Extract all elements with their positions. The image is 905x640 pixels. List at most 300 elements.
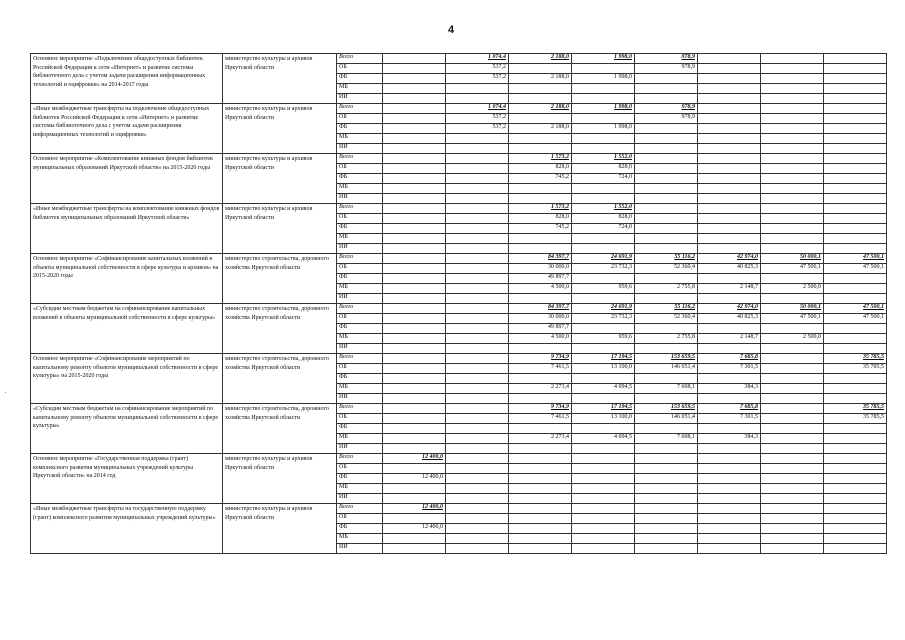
amount-cell <box>383 164 446 174</box>
amount-cell <box>383 364 446 374</box>
amount-cell <box>383 374 446 384</box>
amount-cell: 7 301,5 <box>698 364 761 374</box>
amount-cell <box>824 534 887 544</box>
funding-source-cell: ОБ <box>337 114 383 124</box>
amount-cell: 52 360,4 <box>635 264 698 274</box>
amount-cell <box>446 204 509 214</box>
amount-cell <box>446 194 509 204</box>
funding-source-cell: ИИ <box>337 394 383 404</box>
amount-cell <box>446 214 509 224</box>
amount-cell <box>761 134 824 144</box>
amount-cell <box>761 84 824 94</box>
amount-cell <box>824 114 887 124</box>
amount-cell <box>761 454 824 464</box>
table-row <box>31 154 887 164</box>
amount-cell <box>446 344 509 354</box>
amount-cell: 30 000,0 <box>509 264 572 274</box>
amount-cell <box>446 334 509 344</box>
amount-cell <box>698 344 761 354</box>
amount-cell: 1 573,2 <box>509 154 572 164</box>
amount-cell <box>635 154 698 164</box>
amount-cell: 384,3 <box>698 384 761 394</box>
amount-cell <box>635 514 698 524</box>
funding-source-cell: Всего <box>337 204 383 214</box>
amount-cell <box>509 514 572 524</box>
amount-cell: 47 500,1 <box>761 264 824 274</box>
amount-cell <box>635 464 698 474</box>
amount-cell: 40 825,3 <box>698 264 761 274</box>
amount-cell <box>446 264 509 274</box>
amount-cell <box>383 464 446 474</box>
amount-cell <box>761 414 824 424</box>
amount-cell <box>761 194 824 204</box>
amount-cell <box>509 374 572 384</box>
amount-cell <box>761 424 824 434</box>
amount-cell: 978,9 <box>635 104 698 114</box>
amount-cell <box>383 544 446 554</box>
funding-source-cell: ФБ <box>337 124 383 134</box>
amount-cell <box>446 144 509 154</box>
amount-cell: 828,0 <box>572 214 635 224</box>
measure-description: Основное мероприятие «Софинансирование капитальных вложений в объекты муниципальной собственности в сфере культуры и архивов» на 2015-2020 годы <box>31 254 223 304</box>
amount-cell <box>383 444 446 454</box>
amount-cell: 52 360,4 <box>635 314 698 324</box>
amount-cell <box>509 474 572 484</box>
amount-cell <box>383 324 446 334</box>
funding-source-cell: МБ <box>337 484 383 494</box>
funding-source-cell: МБ <box>337 84 383 94</box>
amount-cell: 42 974,0 <box>698 254 761 264</box>
amount-cell <box>698 224 761 234</box>
amount-cell <box>761 364 824 374</box>
amount-cell: 13 100,0 <box>572 364 635 374</box>
amount-cell <box>572 94 635 104</box>
measure-description: «Иные межбюджетные трансферты на комплектование книжных фондов библиотек муниципальных образований Иркутской области» <box>31 204 223 254</box>
executor-cell: министерство культуры и архивов Иркутской области <box>223 54 337 104</box>
amount-cell <box>761 294 824 304</box>
executor-cell: министерство строительства, дорожного хозяйства Иркутской области <box>223 354 337 404</box>
amount-cell <box>761 74 824 84</box>
amount-cell <box>698 104 761 114</box>
amount-cell <box>761 164 824 174</box>
amount-cell <box>446 94 509 104</box>
amount-cell: 47 500,1 <box>824 254 887 264</box>
amount-cell <box>824 544 887 554</box>
amount-cell: 9 734,9 <box>509 354 572 364</box>
amount-cell <box>446 84 509 94</box>
amount-cell <box>635 164 698 174</box>
amount-cell <box>446 274 509 284</box>
amount-cell <box>383 154 446 164</box>
funding-source-cell: ФБ <box>337 224 383 234</box>
funding-source-cell: ФБ <box>337 174 383 184</box>
amount-cell <box>572 504 635 514</box>
amount-cell <box>635 194 698 204</box>
funding-source-cell: Всего <box>337 154 383 164</box>
amount-cell: 49 897,7 <box>509 324 572 334</box>
amount-cell: 4 094,5 <box>572 434 635 444</box>
amount-cell <box>383 274 446 284</box>
amount-cell <box>572 184 635 194</box>
amount-cell <box>383 314 446 324</box>
funding-source-cell: МБ <box>337 134 383 144</box>
amount-cell <box>761 494 824 504</box>
amount-cell <box>824 104 887 114</box>
amount-cell: 17 194,5 <box>572 404 635 414</box>
amount-cell <box>572 444 635 454</box>
amount-cell <box>446 294 509 304</box>
amount-cell <box>446 224 509 234</box>
funding-source-cell: МБ <box>337 184 383 194</box>
amount-cell <box>383 244 446 254</box>
amount-cell <box>572 394 635 404</box>
amount-cell <box>446 544 509 554</box>
amount-cell <box>761 94 824 104</box>
amount-cell <box>824 214 887 224</box>
amount-cell <box>572 374 635 384</box>
amount-cell <box>824 424 887 434</box>
measure-description: «Субсидии местным бюджетам на софинансирование капитальных вложений в объекты муниципальной собственности в сфере культуры» <box>31 304 223 354</box>
amount-cell <box>383 124 446 134</box>
amount-cell <box>572 324 635 334</box>
amount-cell <box>824 154 887 164</box>
amount-cell <box>761 224 824 234</box>
amount-cell <box>446 424 509 434</box>
amount-cell <box>698 54 761 64</box>
amount-cell: 1 573,2 <box>509 204 572 214</box>
amount-cell <box>824 294 887 304</box>
amount-cell <box>824 74 887 84</box>
funding-source-cell: ИИ <box>337 194 383 204</box>
amount-cell <box>383 94 446 104</box>
measure-description: Основное мероприятие «Софинансирование мероприятий по капитальному ремонту объектов муниципальной собственности в сфере культуры» на 2015-2020 годы <box>31 354 223 404</box>
amount-cell <box>698 494 761 504</box>
amount-cell <box>761 64 824 74</box>
table-row <box>31 304 887 314</box>
amount-cell <box>761 244 824 254</box>
amount-cell <box>509 464 572 474</box>
amount-cell <box>446 284 509 294</box>
amount-cell <box>383 174 446 184</box>
amount-cell: 537,2 <box>446 64 509 74</box>
amount-cell: 23 732,3 <box>572 314 635 324</box>
amount-cell <box>761 484 824 494</box>
table-row <box>31 104 887 114</box>
amount-cell <box>698 134 761 144</box>
amount-cell <box>509 534 572 544</box>
amount-cell <box>635 74 698 84</box>
amount-cell <box>698 454 761 464</box>
amount-cell: 23 732,3 <box>572 264 635 274</box>
amount-cell <box>509 504 572 514</box>
amount-cell <box>509 144 572 154</box>
amount-cell <box>635 174 698 184</box>
amount-cell <box>572 64 635 74</box>
amount-cell <box>446 364 509 374</box>
page-number: 4 <box>448 24 455 36</box>
amount-cell <box>698 184 761 194</box>
amount-cell: 13 100,0 <box>572 414 635 424</box>
table-row <box>31 204 887 214</box>
budget-table <box>30 53 887 554</box>
amount-cell <box>635 84 698 94</box>
amount-cell: 384,3 <box>698 434 761 444</box>
funding-source-cell: ОБ <box>337 414 383 424</box>
amount-cell <box>698 114 761 124</box>
amount-cell <box>635 474 698 484</box>
amount-cell <box>383 74 446 84</box>
amount-cell <box>824 174 887 184</box>
amount-cell <box>635 484 698 494</box>
amount-cell <box>824 284 887 294</box>
amount-cell <box>824 274 887 284</box>
amount-cell <box>761 514 824 524</box>
amount-cell <box>383 404 446 414</box>
amount-cell: 47 500,1 <box>824 304 887 314</box>
amount-cell: 1 998,0 <box>572 54 635 64</box>
amount-cell <box>824 394 887 404</box>
amount-cell: 12 400,0 <box>383 524 446 534</box>
amount-cell <box>698 294 761 304</box>
amount-cell <box>572 244 635 254</box>
amount-cell <box>824 484 887 494</box>
amount-cell <box>698 124 761 134</box>
amount-cell <box>824 344 887 354</box>
amount-cell <box>446 244 509 254</box>
amount-cell: 7 685,8 <box>698 404 761 414</box>
funding-source-cell: ИИ <box>337 244 383 254</box>
amount-cell <box>635 424 698 434</box>
funding-source-cell: ФБ <box>337 524 383 534</box>
amount-cell: 4 500,0 <box>509 334 572 344</box>
amount-cell: 978,9 <box>635 114 698 124</box>
amount-cell <box>635 124 698 134</box>
amount-cell <box>698 424 761 434</box>
amount-cell <box>761 154 824 164</box>
amount-cell <box>761 504 824 514</box>
amount-cell <box>509 234 572 244</box>
amount-cell: 2 273,4 <box>509 384 572 394</box>
amount-cell <box>572 344 635 354</box>
amount-cell <box>698 464 761 474</box>
amount-cell <box>698 324 761 334</box>
funding-source-cell: ФБ <box>337 424 383 434</box>
amount-cell <box>698 234 761 244</box>
amount-cell: 724,0 <box>572 224 635 234</box>
table-row <box>31 404 887 414</box>
funding-source-cell: ФБ <box>337 74 383 84</box>
funding-source-cell: ФБ <box>337 474 383 484</box>
amount-cell <box>383 494 446 504</box>
amount-cell <box>761 354 824 364</box>
amount-cell: 828,0 <box>509 164 572 174</box>
amount-cell <box>635 444 698 454</box>
amount-cell <box>761 104 824 114</box>
amount-cell <box>635 274 698 284</box>
funding-source-cell: ФБ <box>337 274 383 284</box>
amount-cell <box>761 404 824 414</box>
amount-cell <box>698 534 761 544</box>
amount-cell <box>446 304 509 314</box>
funding-source-cell: ИИ <box>337 94 383 104</box>
amount-cell: 2 188,0 <box>509 54 572 64</box>
amount-cell <box>572 494 635 504</box>
measure-description: Основное мероприятие «Комплектование книжных фондов библиотек муниципальных образований Иркутской области» на 2015-2020 годы <box>31 154 223 204</box>
amount-cell <box>824 474 887 484</box>
funding-source-cell: Всего <box>337 254 383 264</box>
amount-cell <box>446 504 509 514</box>
amount-cell <box>824 144 887 154</box>
amount-cell <box>383 64 446 74</box>
amount-cell: 55 116,2 <box>635 254 698 264</box>
amount-cell: 35 785,5 <box>824 404 887 414</box>
amount-cell: 50 000,1 <box>761 254 824 264</box>
amount-cell <box>383 424 446 434</box>
amount-cell <box>824 454 887 464</box>
amount-cell: 49 897,7 <box>509 274 572 284</box>
amount-cell <box>698 274 761 284</box>
table-row <box>31 504 887 514</box>
amount-cell <box>446 324 509 334</box>
funding-source-cell: Всего <box>337 404 383 414</box>
amount-cell: 9 734,9 <box>509 404 572 414</box>
amount-cell: 47 500,1 <box>824 264 887 274</box>
amount-cell: 2 148,7 <box>698 284 761 294</box>
amount-cell <box>572 534 635 544</box>
amount-cell: 17 194,5 <box>572 354 635 364</box>
table-row <box>31 354 887 364</box>
amount-cell: 1 074,4 <box>446 54 509 64</box>
scan-artifact <box>5 392 6 393</box>
amount-cell <box>698 74 761 84</box>
amount-cell <box>698 374 761 384</box>
amount-cell <box>761 324 824 334</box>
amount-cell <box>446 174 509 184</box>
amount-cell <box>824 184 887 194</box>
amount-cell <box>635 294 698 304</box>
amount-cell <box>383 204 446 214</box>
amount-cell: 153 659,5 <box>635 354 698 364</box>
amount-cell <box>509 524 572 534</box>
amount-cell <box>383 534 446 544</box>
amount-cell <box>635 204 698 214</box>
amount-cell <box>446 524 509 534</box>
amount-cell <box>446 514 509 524</box>
amount-cell <box>698 214 761 224</box>
amount-cell <box>761 394 824 404</box>
amount-cell: 7 608,1 <box>635 384 698 394</box>
funding-source-cell: ОБ <box>337 364 383 374</box>
amount-cell <box>446 374 509 384</box>
funding-source-cell: МБ <box>337 384 383 394</box>
amount-cell: 959,6 <box>572 284 635 294</box>
amount-cell <box>446 534 509 544</box>
amount-cell <box>824 204 887 214</box>
executor-cell: министерство строительства, дорожного хозяйства Иркутской области <box>223 304 337 354</box>
amount-cell: 1 552,0 <box>572 154 635 164</box>
amount-cell <box>383 384 446 394</box>
amount-cell <box>824 194 887 204</box>
amount-cell <box>761 464 824 474</box>
executor-cell: министерство культуры и архивов Иркутской области <box>223 104 337 154</box>
amount-cell <box>698 64 761 74</box>
amount-cell: 47 500,1 <box>824 314 887 324</box>
amount-cell <box>509 344 572 354</box>
amount-cell: 2 188,0 <box>509 124 572 134</box>
amount-cell: 7 685,8 <box>698 354 761 364</box>
amount-cell <box>383 114 446 124</box>
funding-source-cell: МБ <box>337 534 383 544</box>
amount-cell <box>383 214 446 224</box>
funding-source-cell: Всего <box>337 104 383 114</box>
amount-cell <box>572 524 635 534</box>
amount-cell <box>572 234 635 244</box>
amount-cell <box>446 314 509 324</box>
funding-source-cell: ИИ <box>337 444 383 454</box>
funding-source-cell: Всего <box>337 504 383 514</box>
amount-cell <box>509 134 572 144</box>
amount-cell: 1 998,0 <box>572 104 635 114</box>
amount-cell <box>572 424 635 434</box>
amount-cell <box>446 454 509 464</box>
executor-cell: министерство культуры и архивов Иркутской области <box>223 204 337 254</box>
amount-cell <box>572 194 635 204</box>
amount-cell: 2 500,0 <box>761 284 824 294</box>
amount-cell: 537,2 <box>446 114 509 124</box>
amount-cell <box>761 124 824 134</box>
amount-cell: 537,2 <box>446 74 509 84</box>
amount-cell <box>383 344 446 354</box>
amount-cell <box>824 94 887 104</box>
funding-source-cell: ОБ <box>337 314 383 324</box>
amount-cell: 7 608,1 <box>635 434 698 444</box>
funding-source-cell: ФБ <box>337 374 383 384</box>
amount-cell <box>824 64 887 74</box>
amount-cell <box>824 124 887 134</box>
amount-cell <box>383 54 446 64</box>
amount-cell: 55 116,2 <box>635 304 698 314</box>
amount-cell: 2 148,7 <box>698 334 761 344</box>
funding-source-cell: ИИ <box>337 294 383 304</box>
amount-cell <box>761 114 824 124</box>
amount-cell <box>698 244 761 254</box>
amount-cell: 828,0 <box>509 214 572 224</box>
funding-source-cell: ОБ <box>337 214 383 224</box>
amount-cell: 1 998,0 <box>572 124 635 134</box>
amount-cell <box>572 514 635 524</box>
amount-cell: 745,2 <box>509 174 572 184</box>
amount-cell <box>698 94 761 104</box>
measure-description: «Субсидии местным бюджетам на софинансирование мероприятий по капитальному ремонту объектов муниципальной собственности в сфере культуры» <box>31 404 223 454</box>
amount-cell <box>383 304 446 314</box>
amount-cell <box>509 194 572 204</box>
amount-cell <box>698 164 761 174</box>
amount-cell <box>509 64 572 74</box>
funding-source-cell: Всего <box>337 454 383 464</box>
amount-cell <box>572 464 635 474</box>
amount-cell <box>635 534 698 544</box>
amount-cell <box>824 524 887 534</box>
amount-cell <box>383 394 446 404</box>
amount-cell <box>698 444 761 454</box>
amount-cell: 35 785,5 <box>824 414 887 424</box>
amount-cell: 40 825,3 <box>698 314 761 324</box>
amount-cell: 50 000,1 <box>761 304 824 314</box>
amount-cell <box>761 54 824 64</box>
amount-cell: 537,2 <box>446 124 509 134</box>
amount-cell <box>446 474 509 484</box>
amount-cell <box>824 434 887 444</box>
